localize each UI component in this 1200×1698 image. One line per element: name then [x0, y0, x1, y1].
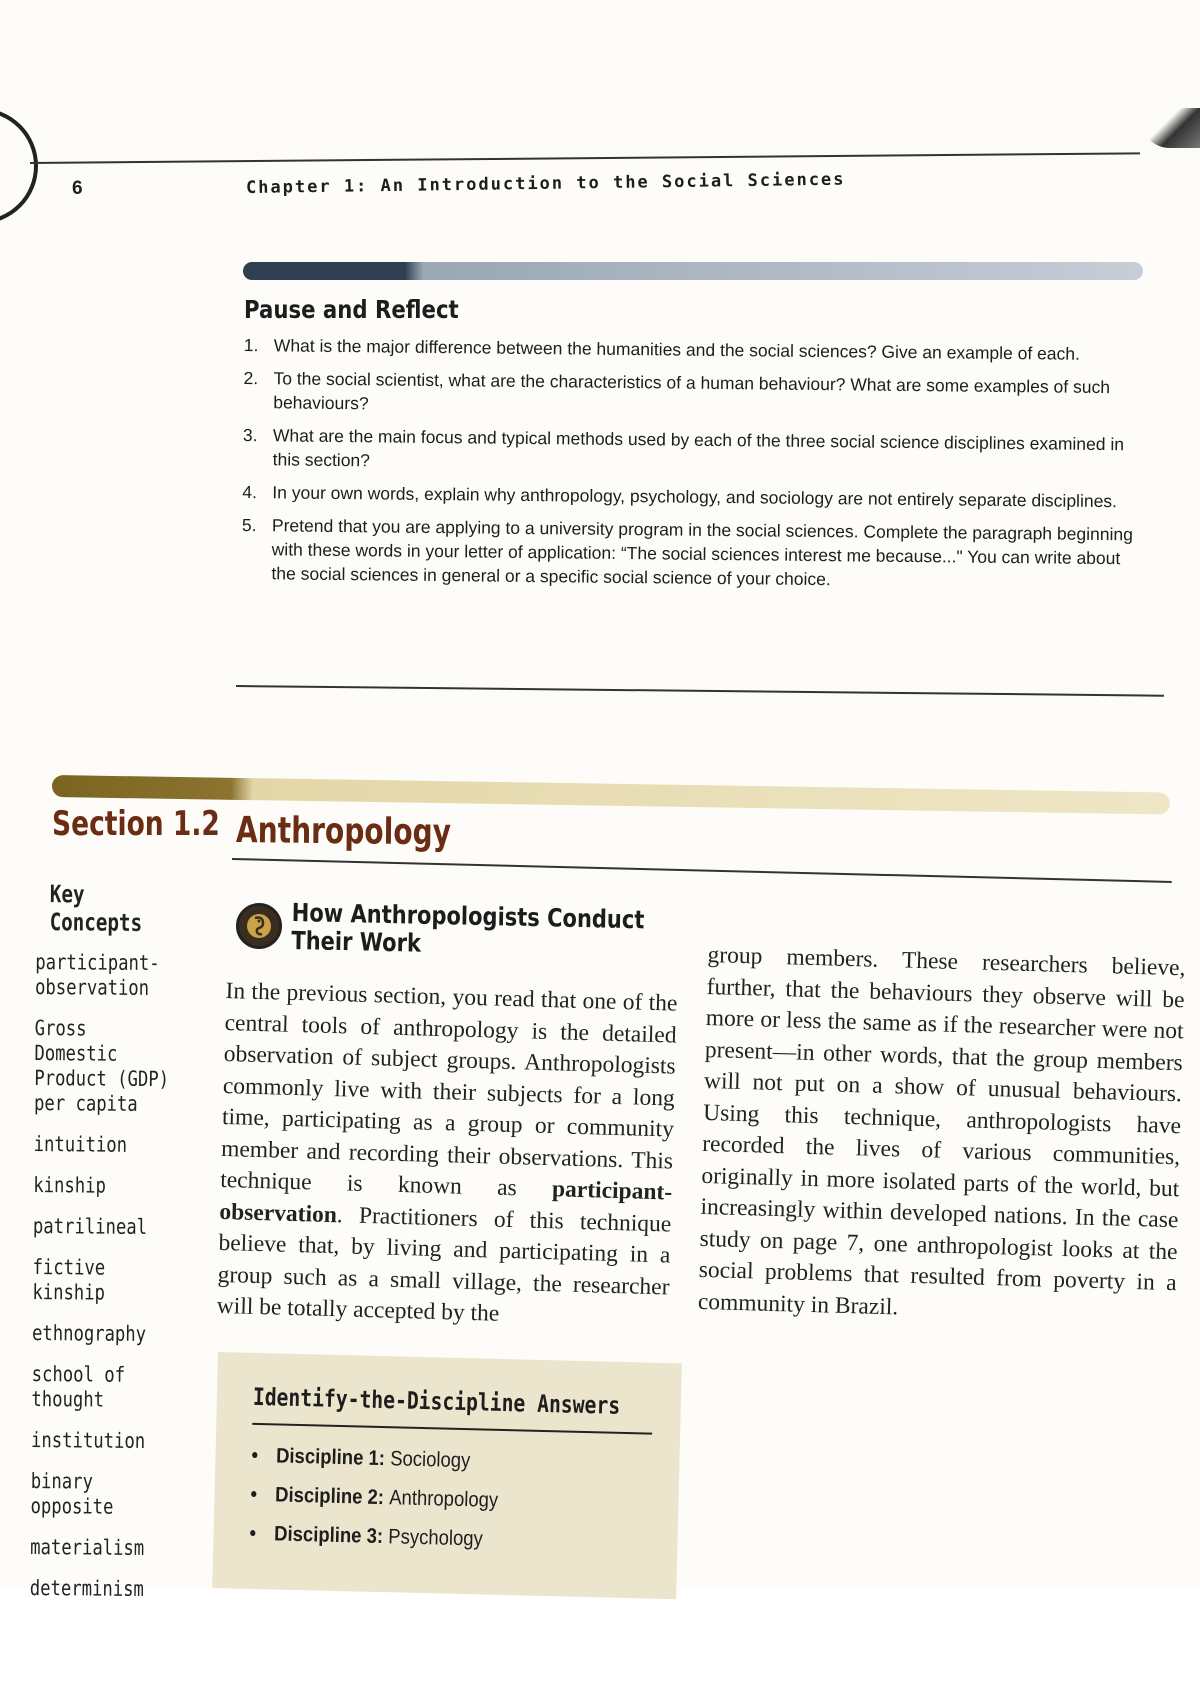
question-text: What are the main focus and typical methods used by each of the three social science disciplines examined in this section? [272, 425, 1125, 471]
question-text: What is the major difference between the humanities and the social sciences? Give an example of each. [273, 335, 1081, 364]
answer-item [249, 1521, 497, 1553]
key-concept-item: determinism [29, 1575, 144, 1601]
pause-reflect-bar [243, 262, 1143, 280]
key-concept-item: fictive kinship [32, 1254, 106, 1305]
answer-label: Discipline 2: [274, 1483, 385, 1510]
question-text: Pretend that you are applying to a university program in the social sciences. Complete the paragraph beginning with these words in your letter of application: “The social sciences interest me because..." You can write about the social sciences in general or a specific social science of your choice. [271, 515, 1133, 590]
answer-label: Discipline 3: [273, 1522, 384, 1549]
key-concept-item: participant- observation [34, 949, 160, 1000]
bullet-icon: • [250, 1482, 258, 1506]
question-number: 5. [241, 514, 257, 536]
question-item [242, 480, 1147, 513]
page-number: 6 [72, 178, 83, 199]
answer-value: Anthropology [388, 1486, 499, 1512]
bullet-icon: • [249, 1521, 257, 1545]
answer-item [251, 1443, 499, 1475]
answer-value: Psychology [388, 1525, 484, 1551]
key-concept-item: materialism [30, 1534, 145, 1560]
pause-reflect-questions [241, 333, 1149, 603]
key-concepts-sidebar [30, 880, 206, 1618]
key-concept-item: Gross Domestic Product (GDP) per capita [33, 1015, 170, 1116]
body-column-1 [216, 976, 677, 1335]
key-concept-item: institution [31, 1427, 146, 1453]
bullet-icon: • [251, 1443, 259, 1468]
key-concept-item: intuition [33, 1131, 128, 1157]
anthropology-seahorse-icon [236, 903, 282, 949]
key-concept-item: school of thought [31, 1361, 126, 1412]
key-term: participant-observation [219, 1176, 673, 1228]
body-text: In the previous section, you read that one of the central tools of anthropology is the detailed observation of subject groups. Anthropologists commonly live with their subjects for a long time, participating as a group or community member and recording their observations. This technique is known as [219, 977, 678, 1203]
body-column-2: group members. These researchers believe, further, that the behaviours they observe will be more or less the same as if the researcher were not present—in other words, that the group members will not put on a show of unusual behaviours. Using this technique, anthropologists have recorded the lives of various communities, originally in more isolated parts of the world, but increasingly within developed nations. In the case study on page 7, one anthropologist looks at the social problems that resulted from poverty in a community in Brazil. [697, 941, 1186, 1320]
key-concept-item: ethnography [31, 1320, 147, 1346]
section-label: Section 1.2 [52, 804, 220, 844]
question-text: To the social scientist, what are the characteristics of a human behaviour? What are some examples of such behaviours? [273, 368, 1111, 414]
question-item [243, 423, 1148, 480]
question-item [241, 513, 1147, 594]
subsection-title: How Anthropologists Conduct Their Work [291, 898, 645, 958]
question-item [243, 366, 1148, 423]
running-head: Chapter 1: An Introduction to the Social Sciences [245, 169, 846, 198]
answer-value: Sociology [389, 1447, 471, 1473]
key-concept-item: kinship [33, 1172, 107, 1198]
question-number: 4. [242, 481, 258, 503]
answers-title: Identify-the-Discipline Answers [252, 1382, 621, 1420]
answers-box [212, 1352, 682, 1599]
key-concepts-title: Key Concepts [49, 880, 143, 937]
question-number: 1. [243, 334, 259, 356]
answer-label: Discipline 1: [275, 1444, 386, 1471]
body-text: . Practitioners of this technique believe that, by living and participating in a group such as a small village, the researcher will be totally accepted by the [216, 1201, 672, 1327]
pause-reflect-title: Pause and Reflect [244, 295, 459, 324]
question-number: 3. [242, 424, 258, 446]
answers-list [249, 1443, 533, 1567]
key-concept-item: binary opposite [30, 1468, 114, 1519]
answer-item [250, 1482, 498, 1514]
section-title: Anthropology [235, 810, 452, 854]
answers-rule [252, 1423, 652, 1435]
question-number: 2. [243, 367, 259, 389]
question-text: In your own words, explain why anthropology, psychology, and sociology are not entirely separate disciplines. [272, 482, 1118, 512]
key-concept-item: patrilineal [32, 1213, 148, 1239]
